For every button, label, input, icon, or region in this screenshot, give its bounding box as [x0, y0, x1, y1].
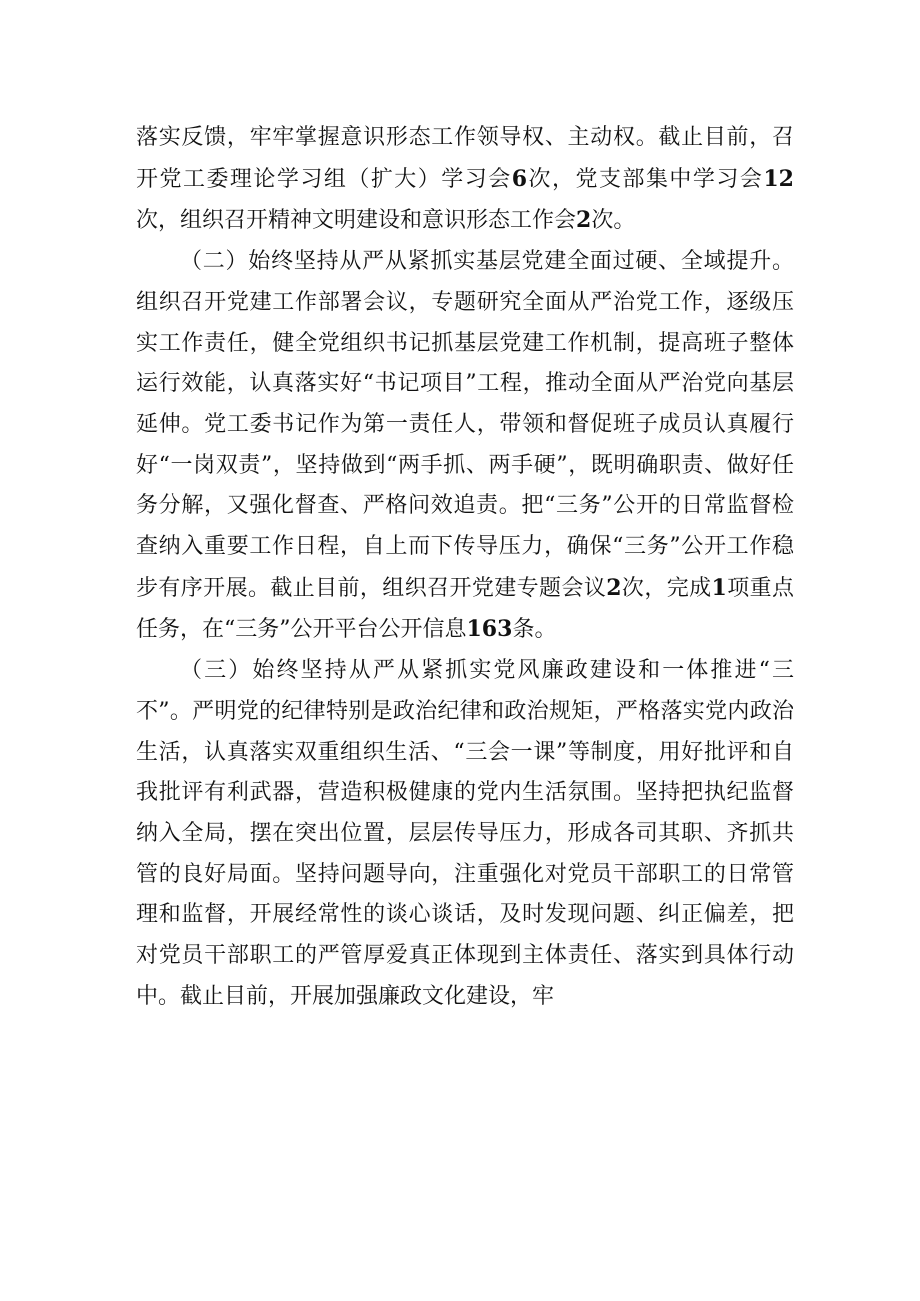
count-number: 163 — [466, 616, 513, 643]
paragraph-1 — [136, 118, 794, 242]
count-number: 2 — [576, 207, 592, 234]
paragraph-text: 次，完成 — [621, 575, 712, 601]
paragraph-text: 次，党支部集中学习会 — [527, 166, 764, 192]
paragraph-text: （三）始终坚持从严从紧抓实党风廉政建设和一体推进“三不”。严明党的纪律特别是政治纪律和政治规矩，严格落实党内政治生活，认真落实双重组织生活、“三会一课”等制度，用好批评和自我批评有利武器，营造积极健康的党内生活氛围。坚持把执纪监督纳入全局，摆在突出位置，层层传导压力，形成各司其职、齐抓共管的良好局面。坚持问题导向，注重强化对党员干部职工的日常管理和监督，开展经常性的谈心谈话，及时发现问题、纠正偏差，把对党员干部职工的严管厚爱真正体现到主体责任、落实到具体行动中。截止目前，开展加强廉政文化建设，牢 — [136, 658, 794, 1009]
paragraph-text: 次，组织召开精神文明建设和意识形态工作会 — [136, 208, 577, 234]
count-number: 6 — [511, 165, 528, 192]
paragraph-text: 条。 — [512, 617, 557, 643]
document-body — [136, 118, 794, 1017]
paragraph-text: （二）始终坚持从严从紧抓实基层党建全面过硬、全域提升。组织召开党建工作部署会议，专题研究全面从严治党工作，逐级压实工作责任，健全党组织书记抓基层党建工作机制，提高班子整体运行效能，认真落实好“书记项目”工程，推动全面从严治党向基层延伸。党工委书记作为第一责任人，带领和督促班子成员认真履行好“一岗双责”，坚持做到“两手抓、两手硬”，既明确职责、做好任务分解，又强化督查、严格问效追责。把“三务”公开的日常监督检查纳入重要工作日程，自上而下传导压力，确保“三务”公开工作稳步有序开展。截止目前，组织召开党建专题会议 — [136, 249, 794, 601]
paragraph-3 — [136, 651, 794, 1017]
paragraph-text: 落实反馈，牢牢掌握意识形态工作领导权、主动权。截止目前，召开党工委理论学习组（扩大）学习会 — [136, 125, 794, 192]
count-number: 12 — [763, 165, 794, 192]
count-number: 1 — [711, 574, 727, 601]
paragraph-text: 项重点任务，在“三务”公开平台公开信息 — [136, 575, 794, 643]
paragraph-2 — [136, 242, 794, 651]
count-number: 2 — [606, 574, 622, 601]
paragraph-text: 次。 — [591, 208, 636, 234]
